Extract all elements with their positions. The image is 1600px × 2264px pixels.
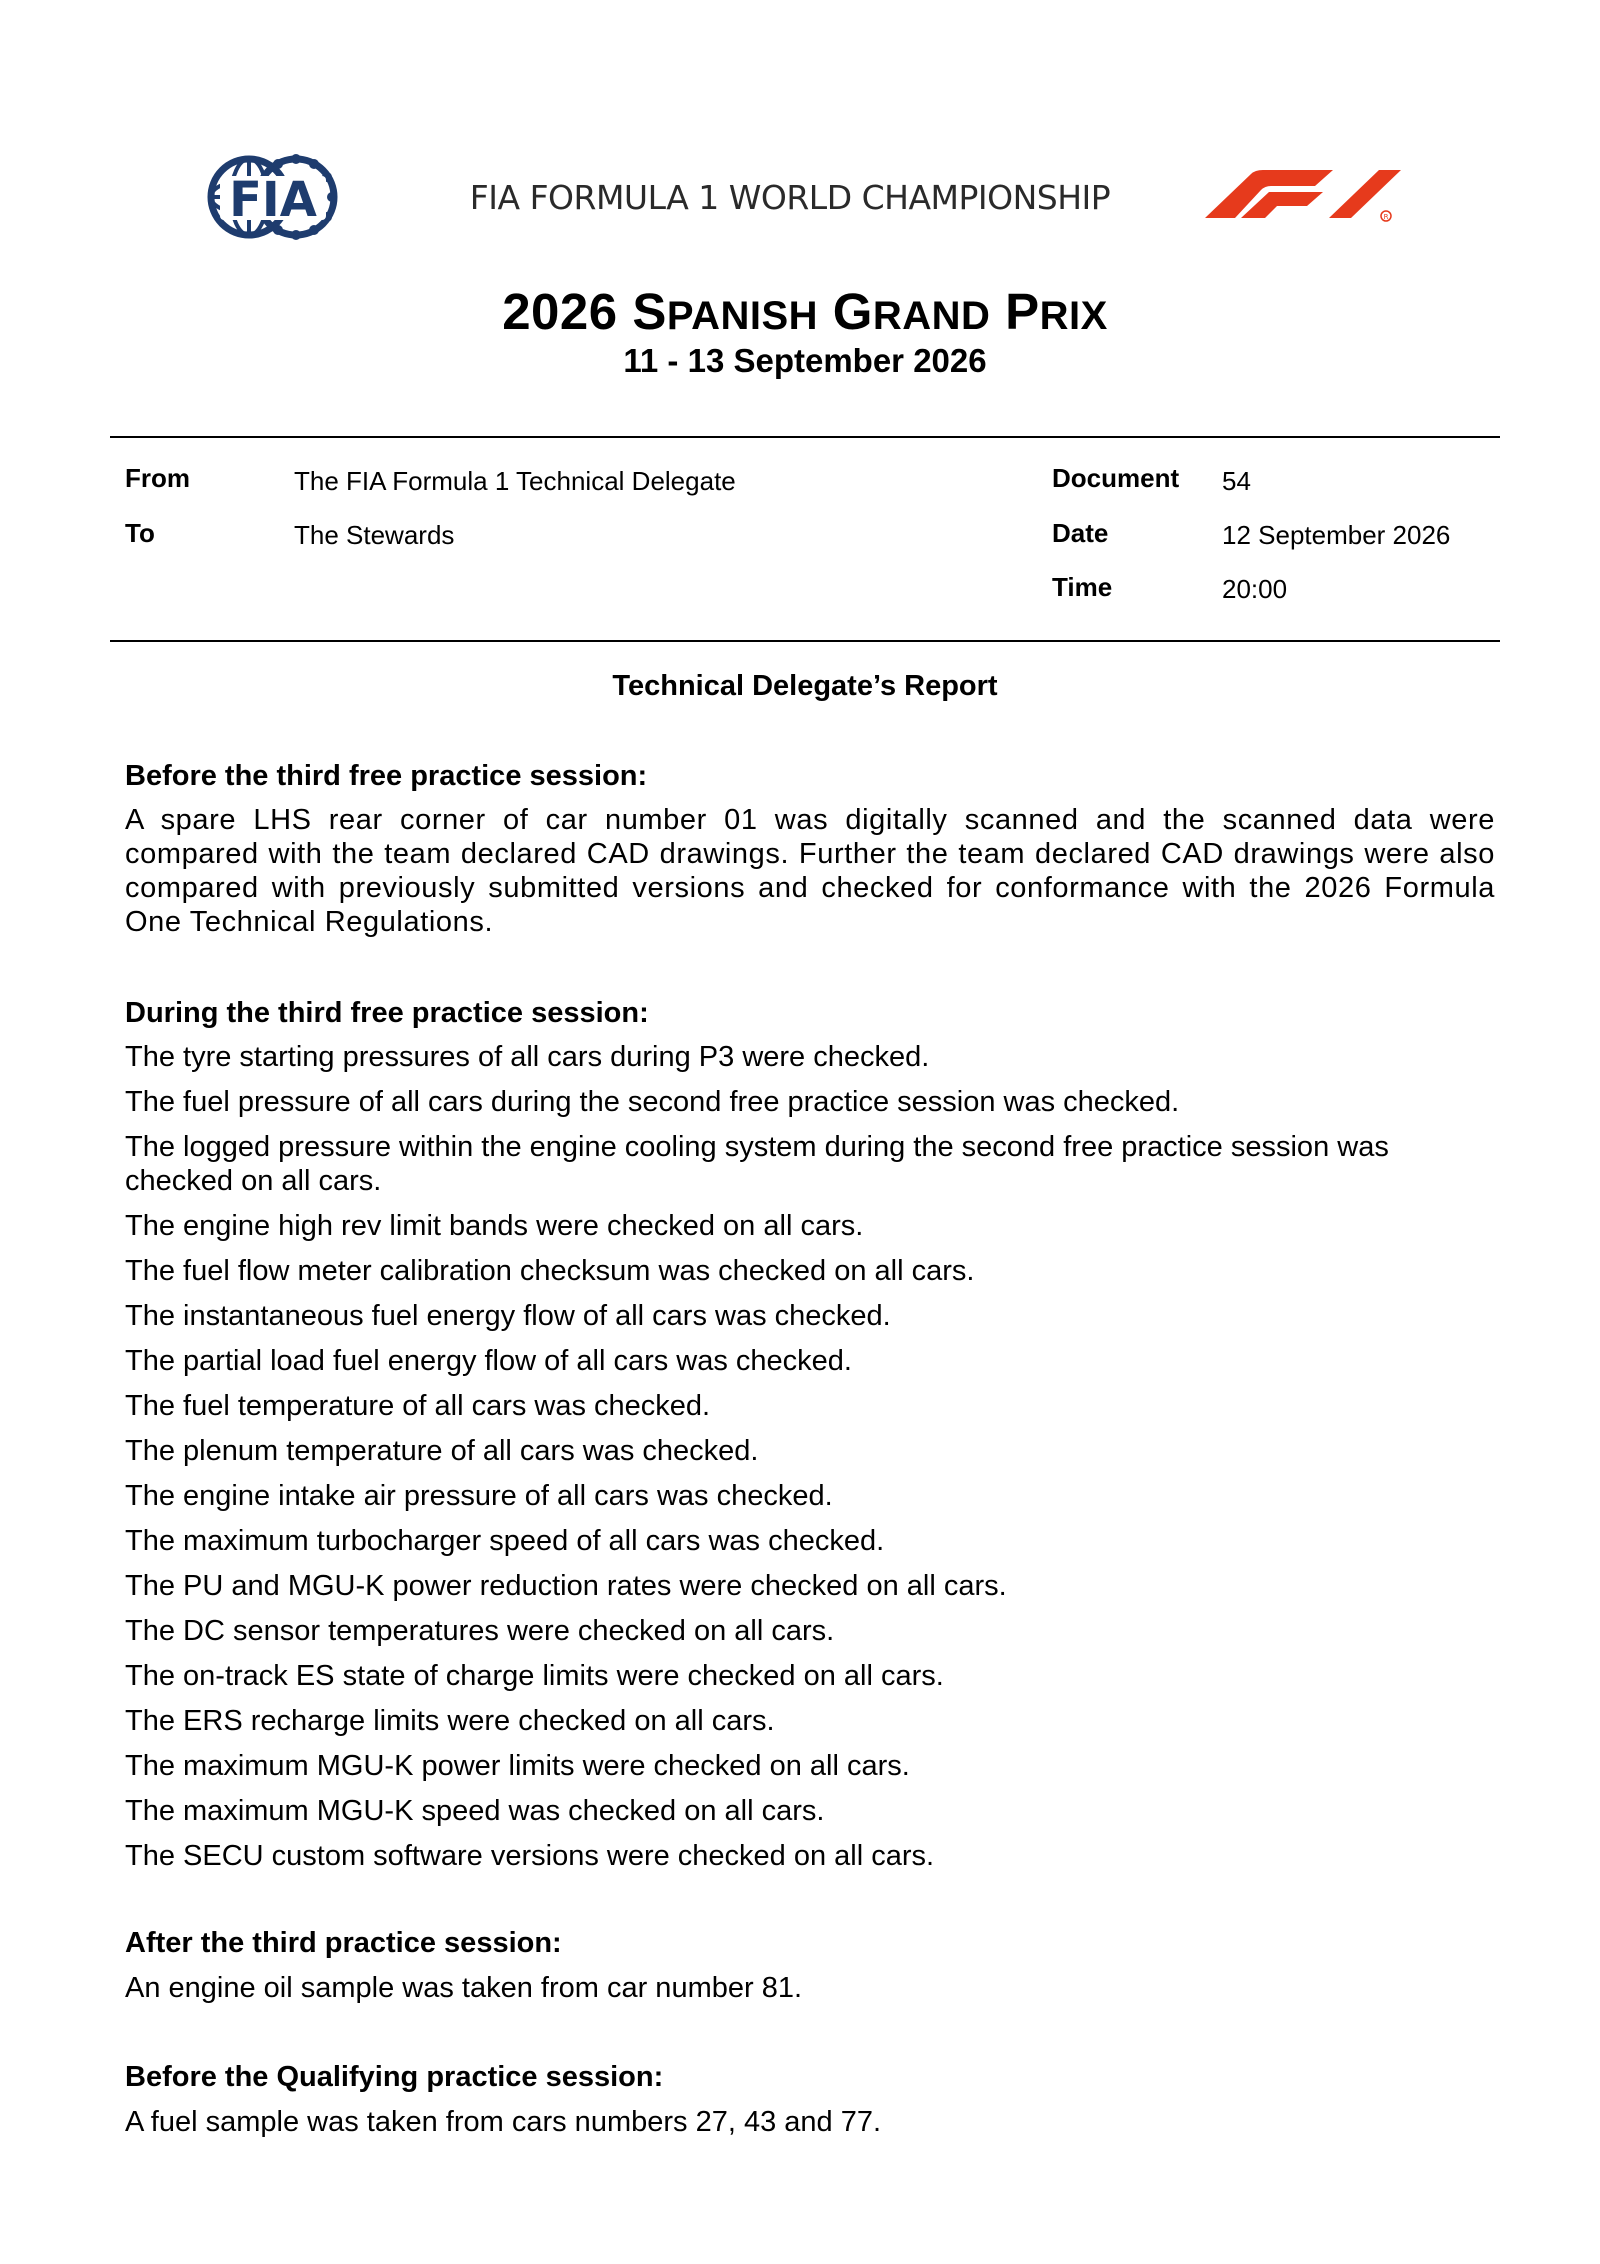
- date-label: Date: [1052, 518, 1109, 548]
- document-label: Document: [1052, 463, 1180, 493]
- to-value: The Stewards: [294, 520, 455, 550]
- check-item: The ERS recharge limits were checked on all cars.: [125, 1705, 775, 1737]
- check-item: The fuel flow meter calibration checksum was checked on all cars.: [125, 1255, 975, 1287]
- check-item: The fuel pressure of all cars during the second free practice session was checked.: [125, 1086, 1180, 1118]
- date-value: 12 September 2026: [1222, 520, 1451, 550]
- fia-logo: [206, 150, 342, 245]
- check-item: The instantaneous fuel energy flow of all cars was checked.: [125, 1300, 891, 1332]
- section-text-after-fp3: An engine oil sample was taken from car number 81.: [125, 1972, 803, 2004]
- check-item: The on-track ES state of charge limits were checked on all cars.: [125, 1660, 944, 1692]
- check-item: The maximum MGU-K speed was checked on all cars.: [125, 1795, 825, 1827]
- top-divider: [110, 436, 1500, 438]
- check-item: The engine high rev limit bands were checked on all cars.: [125, 1210, 864, 1242]
- document-value: 54: [1222, 466, 1251, 496]
- check-item: The logged pressure within the engine cooling system during the second free practice session was checked on all cars.: [125, 1131, 1389, 1197]
- svg-text:R: R: [1383, 213, 1389, 221]
- section-heading-before-fp3: Before the third free practice session:: [125, 760, 648, 792]
- time-label: Time: [1052, 572, 1113, 602]
- check-item: The fuel temperature of all cars was checked.: [125, 1390, 711, 1422]
- bottom-divider: [110, 640, 1500, 642]
- section-text-before-fp3: A spare LHS rear corner of car number 01 was digitally scanned and the scanned data were compared with the team declared CAD drawings. Further the team declared CAD drawings were also compared with previously submitted versions and checked for conformance with the 2026 Formula One Technical Regulations.: [125, 804, 1495, 938]
- check-item: The DC sensor temperatures were checked on all cars.: [125, 1615, 835, 1647]
- check-item: The PU and MGU-K power reduction rates were checked on all cars.: [125, 1570, 1007, 1602]
- from-label: From: [125, 463, 190, 493]
- check-item: The SECU custom software versions were checked on all cars.: [125, 1840, 935, 1872]
- from-value: The FIA Formula 1 Technical Delegate: [294, 466, 736, 496]
- fia-logo-text: FIA: [229, 172, 317, 228]
- section-heading-during-fp3: During the third free practice session:: [125, 997, 649, 1029]
- event-dates: 11 - 13 September 2026: [623, 342, 987, 379]
- section-text-before-quali: A fuel sample was taken from cars numbers 27, 43 and 77.: [125, 2106, 882, 2138]
- championship-title: FIA FORMULA 1 WORLD CHAMPIONSHIP: [469, 178, 1111, 217]
- f1-logo: [1205, 168, 1401, 224]
- to-label: To: [125, 518, 155, 548]
- check-item: The maximum turbocharger speed of all cars was checked.: [125, 1525, 885, 1557]
- section-heading-before-quali: Before the Qualifying practice session:: [125, 2061, 664, 2093]
- check-item: The plenum temperature of all cars was checked.: [125, 1435, 759, 1467]
- check-item: The engine intake air pressure of all cars was checked.: [125, 1480, 833, 1512]
- check-item: The maximum MGU-K power limits were checked on all cars.: [125, 1750, 910, 1782]
- section-heading-after-fp3: After the third practice session:: [125, 1927, 562, 1959]
- check-item: The tyre starting pressures of all cars during P3 were checked.: [125, 1041, 930, 1073]
- check-item: The partial load fuel energy flow of all cars was checked.: [125, 1345, 852, 1377]
- time-value: 20:00: [1222, 574, 1288, 604]
- event-title: 2026 SPANISH GRAND PRIX: [502, 283, 1108, 340]
- report-title: Technical Delegate’s Report: [612, 670, 998, 702]
